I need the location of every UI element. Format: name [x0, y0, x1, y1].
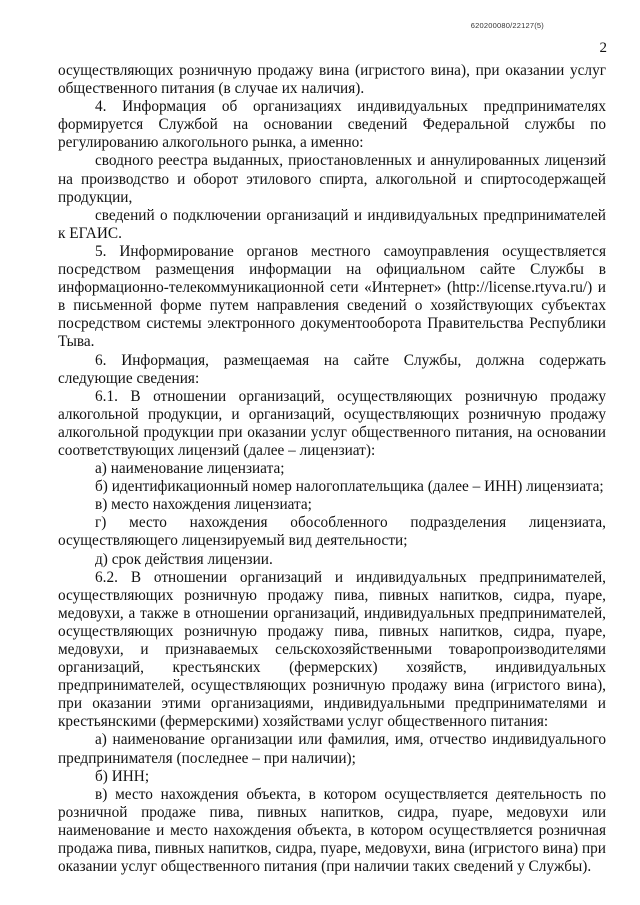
list-item-a: а) наименование лицензиата;	[95, 460, 285, 478]
list-item-a: а) наименование организации или фамилия, имя, отчество индивидуального предпринимателя (последнее – при наличии);	[58, 731, 606, 767]
paragraph-consolidated-registry: сводного реестра выданных, приостановленных и аннулированных лицензий на производство и оборот этилового спирта, алкогольной и спиртосодержащей продукции,	[58, 152, 606, 206]
document-code: 620200080/22127(5)	[470, 21, 544, 30]
list-item-b: б) идентификационный номер налогоплательщика (далее – ИНН) лицензиата;	[95, 478, 604, 496]
paragraph-item-6-2: 6.2. В отношении организаций и индивидуальных предпринимателей, осуществляющих розничную продажу пива, пивных напитков, сидра, пуаре, медовухи, а также в отношении организаций, индивидуальных предпринимателей, осуществляющих розничную продажу пива, пивных напитков, сидра, пуаре, медовухи, и признаваемых сельскохозяйственными товаропроизводителями организаций, крестьянских (фермерских) хозяйств, индивидуальных предпринимателей, осуществляющих розничную продажу вина (игристого вина), при оказании этими организациями, индивидуальными предпринимателями и крестьянскими (фермерскими) хозяйствами услуг общественного питания:	[58, 568, 606, 731]
paragraph-item-6: 6. Информация, размещаемая на сайте Службы, должна содержать следующие сведения:	[58, 351, 606, 387]
list-item-b: б) ИНН;	[95, 767, 150, 785]
page-number: 2	[599, 40, 607, 56]
list-item-v: в) место нахождения объекта, в котором осуществляется деятельность по розничной продаже пива, пивных напитков, сидра, пуаре, медовухи или наименование и место нахождения объекта, в котором осуществляется розничная продажа пива, пивных напитков, сидра, пуаре, медовухи, вина (игристого вина) при оказании услуг общественного питания (при наличии таких сведений у Службы).	[58, 785, 606, 876]
paragraph-item-4: 4. Информация об организациях индивидуальных предпринимателях формируется Службой на основании сведений Федеральной службы по регулированию алкогольного рынка, а именно:	[58, 98, 606, 152]
list-item-g: г) место нахождения обособленного подразделения лицензиата, осуществляющего лицензируемый вид деятельности;	[58, 514, 606, 550]
document-body	[58, 62, 606, 876]
paragraph-continuation: осуществляющих розничную продажу вина (игристого вина), при оказании услуг общественного питания (в случае их наличия).	[58, 62, 606, 98]
paragraph-item-6-1: 6.1. В отношении организаций, осуществляющих розничную продажу алкогольной продукции, и организаций, осуществляющих розничную продажу алкогольной продукции при оказании услуг общественного питания, на основании соответствующих лицензий (далее – лицензиат):	[58, 387, 606, 459]
paragraph-egais-info: сведений о подключении организаций и индивидуальных предпринимателей к ЕГАИС.	[58, 206, 606, 242]
list-item-v: в) место нахождения лицензиата;	[95, 496, 312, 514]
list-item-d: д) срок действия лицензии.	[95, 550, 273, 568]
paragraph-item-5: 5. Информирование органов местного самоуправления осуществляется посредством размещения информации на официальном сайте Службы в информационно-телекоммуникационной сети «Интернет» (http://license.rtyva.ru/) и в письменной форме путем направления сведений о хозяйствующих субъектах посредством системы электронного документооборота Правительства Республики Тыва.	[58, 242, 606, 351]
